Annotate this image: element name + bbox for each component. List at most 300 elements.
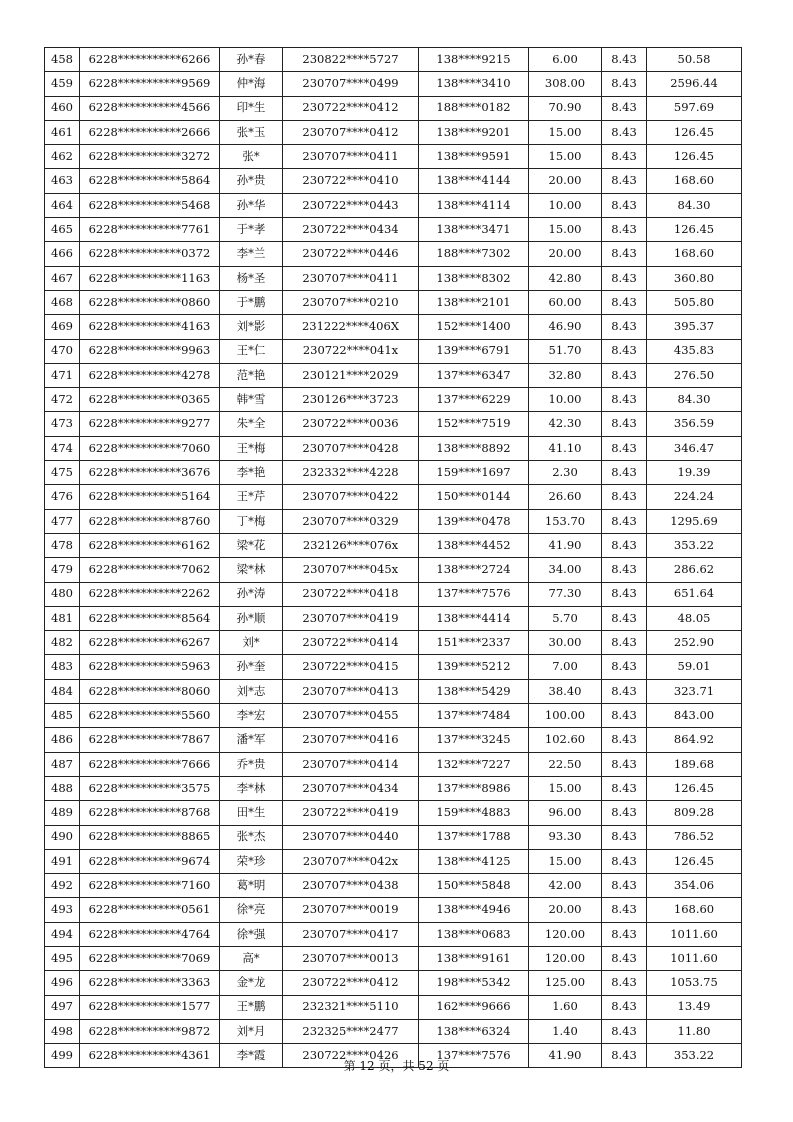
phone-number-cell: 138****2724 [419,558,529,582]
id-number-cell: 230707****0019 [283,898,419,922]
row-number-cell: 480 [45,582,80,606]
phone-number-cell: 138****8302 [419,266,529,290]
name-cell: 徐*亮 [220,898,283,922]
quantity-cell: 20.00 [529,242,602,266]
amount-cell: 354.06 [647,874,742,898]
unit-price-cell: 8.43 [602,169,647,193]
phone-number-cell: 198****5342 [419,971,529,995]
amount-cell: 353.22 [647,1044,742,1068]
unit-price-cell: 8.43 [602,946,647,970]
name-cell: 李*宏 [220,704,283,728]
id-number-cell: 230707****0414 [283,752,419,776]
id-number-cell: 230722****0418 [283,582,419,606]
table-row [45,169,742,193]
bank-card-number-cell: 6228***********3676 [80,461,220,485]
quantity-cell: 10.00 [529,388,602,412]
name-cell: 李*艳 [220,461,283,485]
row-number-cell: 476 [45,485,80,509]
phone-number-cell: 162****9666 [419,995,529,1019]
row-number-cell: 493 [45,898,80,922]
bank-card-number-cell: 6228***********1163 [80,266,220,290]
quantity-cell: 100.00 [529,704,602,728]
table-row [45,946,742,970]
row-number-cell: 462 [45,145,80,169]
unit-price-cell: 8.43 [602,96,647,120]
bank-card-number-cell: 6228***********4278 [80,363,220,387]
id-number-cell: 230707****042x [283,849,419,873]
phone-number-cell: 138****3471 [419,218,529,242]
table-row [45,96,742,120]
unit-price-cell: 8.43 [602,1019,647,1043]
table-row [45,388,742,412]
phone-number-cell: 138****4125 [419,849,529,873]
phone-number-cell: 138****9215 [419,48,529,72]
id-number-cell: 230707****0422 [283,485,419,509]
name-cell: 王*鹏 [220,995,283,1019]
phone-number-cell: 137****7484 [419,704,529,728]
id-number-cell: 230126****3723 [283,388,419,412]
amount-cell: 126.45 [647,849,742,873]
row-number-cell: 477 [45,509,80,533]
table-row [45,315,742,339]
phone-number-cell: 138****5429 [419,679,529,703]
phone-number-cell: 138****4414 [419,606,529,630]
row-number-cell: 485 [45,704,80,728]
quantity-cell: 38.40 [529,679,602,703]
bank-card-number-cell: 6228***********3272 [80,145,220,169]
table-row [45,801,742,825]
row-number-cell: 482 [45,631,80,655]
name-cell: 杨*圣 [220,266,283,290]
id-number-cell: 230722****0419 [283,801,419,825]
phone-number-cell: 159****4883 [419,801,529,825]
unit-price-cell: 8.43 [602,922,647,946]
name-cell: 孙*涛 [220,582,283,606]
unit-price-cell: 8.43 [602,825,647,849]
bank-card-number-cell: 6228***********3363 [80,971,220,995]
table-row [45,266,742,290]
bank-card-number-cell: 6228***********3575 [80,776,220,800]
id-number-cell: 230722****0446 [283,242,419,266]
amount-cell: 126.45 [647,120,742,144]
table-row [45,533,742,557]
name-cell: 乔*贵 [220,752,283,776]
bank-card-number-cell: 6228***********6267 [80,631,220,655]
bank-card-number-cell: 6228***********9277 [80,412,220,436]
unit-price-cell: 8.43 [602,266,647,290]
phone-number-cell: 138****4144 [419,169,529,193]
amount-cell: 356.59 [647,412,742,436]
phone-number-cell: 152****7519 [419,412,529,436]
row-number-cell: 487 [45,752,80,776]
id-number-cell: 232321****5110 [283,995,419,1019]
name-cell: 金*龙 [220,971,283,995]
name-cell: 仲*海 [220,72,283,96]
amount-cell: 168.60 [647,242,742,266]
amount-cell: 13.49 [647,995,742,1019]
id-number-cell: 230707****0440 [283,825,419,849]
unit-price-cell: 8.43 [602,655,647,679]
row-number-cell: 472 [45,388,80,412]
bank-card-number-cell: 6228***********7666 [80,752,220,776]
quantity-cell: 15.00 [529,145,602,169]
quantity-cell: 93.30 [529,825,602,849]
quantity-cell: 42.00 [529,874,602,898]
quantity-cell: 6.00 [529,48,602,72]
amount-cell: 353.22 [647,533,742,557]
name-cell: 徐*强 [220,922,283,946]
amount-cell: 189.68 [647,752,742,776]
phone-number-cell: 150****5848 [419,874,529,898]
phone-number-cell: 138****4452 [419,533,529,557]
bank-card-number-cell: 6228***********5560 [80,704,220,728]
unit-price-cell: 8.43 [602,704,647,728]
name-cell: 王*梅 [220,436,283,460]
unit-price-cell: 8.43 [602,606,647,630]
table-row [45,728,742,752]
quantity-cell: 5.70 [529,606,602,630]
amount-cell: 1011.60 [647,922,742,946]
bank-card-number-cell: 6228***********8060 [80,679,220,703]
amount-cell: 286.62 [647,558,742,582]
amount-cell: 126.45 [647,145,742,169]
quantity-cell: 7.00 [529,655,602,679]
name-cell: 范*艳 [220,363,283,387]
table-row [45,461,742,485]
bank-card-number-cell: 6228***********5164 [80,485,220,509]
bank-card-number-cell: 6228***********5963 [80,655,220,679]
table-row [45,849,742,873]
table-row [45,995,742,1019]
amount-cell: 1295.69 [647,509,742,533]
table-row [45,145,742,169]
quantity-cell: 10.00 [529,193,602,217]
quantity-cell: 102.60 [529,728,602,752]
unit-price-cell: 8.43 [602,509,647,533]
quantity-cell: 41.90 [529,1044,602,1068]
table-row [45,655,742,679]
table-row [45,825,742,849]
quantity-cell: 30.00 [529,631,602,655]
id-number-cell: 230707****0013 [283,946,419,970]
amount-cell: 126.45 [647,218,742,242]
name-cell: 于*鹏 [220,290,283,314]
quantity-cell: 120.00 [529,922,602,946]
unit-price-cell: 8.43 [602,290,647,314]
unit-price-cell: 8.43 [602,874,647,898]
amount-cell: 2596.44 [647,72,742,96]
id-number-cell: 230722****0412 [283,96,419,120]
amount-cell: 48.05 [647,606,742,630]
bank-card-number-cell: 6228***********8760 [80,509,220,533]
amount-cell: 126.45 [647,776,742,800]
unit-price-cell: 8.43 [602,631,647,655]
amount-cell: 597.69 [647,96,742,120]
amount-cell: 84.30 [647,388,742,412]
unit-price-cell: 8.43 [602,120,647,144]
phone-number-cell: 137****7576 [419,1044,529,1068]
table-row [45,631,742,655]
bank-card-number-cell: 6228***********9872 [80,1019,220,1043]
phone-number-cell: 139****0478 [419,509,529,533]
name-cell: 于*孝 [220,218,283,242]
quantity-cell: 41.10 [529,436,602,460]
bank-card-number-cell: 6228***********6162 [80,533,220,557]
bank-card-number-cell: 6228***********0561 [80,898,220,922]
unit-price-cell: 8.43 [602,145,647,169]
quantity-cell: 26.60 [529,485,602,509]
phone-number-cell: 151****2337 [419,631,529,655]
id-number-cell: 230707****0416 [283,728,419,752]
bank-card-number-cell: 6228***********6266 [80,48,220,72]
quantity-cell: 42.30 [529,412,602,436]
unit-price-cell: 8.43 [602,218,647,242]
bank-card-number-cell: 6228***********1577 [80,995,220,1019]
id-number-cell: 230722****0426 [283,1044,419,1068]
row-number-cell: 495 [45,946,80,970]
table-row [45,363,742,387]
phone-number-cell: 138****8892 [419,436,529,460]
row-number-cell: 470 [45,339,80,363]
row-number-cell: 496 [45,971,80,995]
phone-number-cell: 138****3410 [419,72,529,96]
bank-card-number-cell: 6228***********9963 [80,339,220,363]
quantity-cell: 46.90 [529,315,602,339]
quantity-cell: 125.00 [529,971,602,995]
row-number-cell: 486 [45,728,80,752]
id-number-cell: 230707****0417 [283,922,419,946]
bank-card-number-cell: 6228***********8865 [80,825,220,849]
bank-card-number-cell: 6228***********7761 [80,218,220,242]
name-cell: 李*兰 [220,242,283,266]
id-number-cell: 230722****0410 [283,169,419,193]
unit-price-cell: 8.43 [602,971,647,995]
bank-card-number-cell: 6228***********4163 [80,315,220,339]
phone-number-cell: 138****9161 [419,946,529,970]
unit-price-cell: 8.43 [602,558,647,582]
id-number-cell: 230707****0499 [283,72,419,96]
amount-cell: 168.60 [647,169,742,193]
row-number-cell: 464 [45,193,80,217]
row-number-cell: 499 [45,1044,80,1068]
page-footer: 第 12 页，共 52 页 [343,1059,450,1073]
table-row [45,874,742,898]
table-row [45,704,742,728]
row-number-cell: 492 [45,874,80,898]
bank-card-number-cell: 6228***********7069 [80,946,220,970]
amount-cell: 252.90 [647,631,742,655]
quantity-cell: 32.80 [529,363,602,387]
row-number-cell: 491 [45,849,80,873]
amount-cell: 346.47 [647,436,742,460]
phone-number-cell: 138****9201 [419,120,529,144]
phone-number-cell: 137****8986 [419,776,529,800]
quantity-cell: 2.30 [529,461,602,485]
phone-number-cell: 138****6324 [419,1019,529,1043]
phone-number-cell: 137****1788 [419,825,529,849]
amount-cell: 864.92 [647,728,742,752]
bank-card-number-cell: 6228***********9569 [80,72,220,96]
quantity-cell: 20.00 [529,898,602,922]
quantity-cell: 34.00 [529,558,602,582]
phone-number-cell: 138****9591 [419,145,529,169]
quantity-cell: 42.80 [529,266,602,290]
bank-card-number-cell: 6228***********0860 [80,290,220,314]
unit-price-cell: 8.43 [602,776,647,800]
table-row [45,193,742,217]
phone-number-cell: 139****5212 [419,655,529,679]
quantity-cell: 15.00 [529,218,602,242]
id-number-cell: 230707****0329 [283,509,419,533]
unit-price-cell: 8.43 [602,898,647,922]
table-row [45,922,742,946]
table-row [45,971,742,995]
bank-card-number-cell: 6228***********0372 [80,242,220,266]
unit-price-cell: 8.43 [602,533,647,557]
name-cell: 李*霞 [220,1044,283,1068]
name-cell: 刘* [220,631,283,655]
unit-price-cell: 8.43 [602,461,647,485]
bank-card-number-cell: 6228***********8564 [80,606,220,630]
id-number-cell: 230722****0414 [283,631,419,655]
row-number-cell: 488 [45,776,80,800]
name-cell: 朱*全 [220,412,283,436]
amount-cell: 224.24 [647,485,742,509]
name-cell: 王*芹 [220,485,283,509]
row-number-cell: 458 [45,48,80,72]
bank-card-number-cell: 6228***********0365 [80,388,220,412]
id-number-cell: 230707****0210 [283,290,419,314]
amount-cell: 1053.75 [647,971,742,995]
quantity-cell: 308.00 [529,72,602,96]
id-number-cell: 230121****2029 [283,363,419,387]
name-cell: 田*生 [220,801,283,825]
amount-cell: 435.83 [647,339,742,363]
name-cell: 荣*珍 [220,849,283,873]
id-number-cell: 232332****4228 [283,461,419,485]
row-number-cell: 494 [45,922,80,946]
unit-price-cell: 8.43 [602,849,647,873]
unit-price-cell: 8.43 [602,1044,647,1068]
table-row [45,485,742,509]
phone-number-cell: 150****0144 [419,485,529,509]
unit-price-cell: 8.43 [602,48,647,72]
quantity-cell: 120.00 [529,946,602,970]
name-cell: 孙*贵 [220,169,283,193]
table-row [45,679,742,703]
unit-price-cell: 8.43 [602,995,647,1019]
unit-price-cell: 8.43 [602,436,647,460]
quantity-cell: 96.00 [529,801,602,825]
name-cell: 葛*明 [220,874,283,898]
table-row [45,558,742,582]
id-number-cell: 230722****0036 [283,412,419,436]
id-number-cell: 230722****041x [283,339,419,363]
phone-number-cell: 137****6229 [419,388,529,412]
id-number-cell: 231222****406X [283,315,419,339]
bank-card-number-cell: 6228***********8768 [80,801,220,825]
name-cell: 王*仁 [220,339,283,363]
row-number-cell: 466 [45,242,80,266]
name-cell: 梁*花 [220,533,283,557]
unit-price-cell: 8.43 [602,242,647,266]
amount-cell: 50.58 [647,48,742,72]
name-cell: 李*林 [220,776,283,800]
table-row [45,752,742,776]
unit-price-cell: 8.43 [602,582,647,606]
unit-price-cell: 8.43 [602,752,647,776]
amount-cell: 505.80 [647,290,742,314]
unit-price-cell: 8.43 [602,339,647,363]
unit-price-cell: 8.43 [602,315,647,339]
unit-price-cell: 8.43 [602,728,647,752]
phone-number-cell: 139****6791 [419,339,529,363]
bank-card-number-cell: 6228***********4764 [80,922,220,946]
row-number-cell: 469 [45,315,80,339]
table-row [45,242,742,266]
name-cell: 孙*顺 [220,606,283,630]
phone-number-cell: 137****6347 [419,363,529,387]
name-cell: 刘*志 [220,679,283,703]
quantity-cell: 153.70 [529,509,602,533]
amount-cell: 843.00 [647,704,742,728]
name-cell: 梁*林 [220,558,283,582]
id-number-cell: 230722****0412 [283,971,419,995]
table-row [45,582,742,606]
phone-number-cell: 159****1697 [419,461,529,485]
unit-price-cell: 8.43 [602,388,647,412]
bank-card-number-cell: 6228***********7060 [80,436,220,460]
row-number-cell: 460 [45,96,80,120]
amount-cell: 323.71 [647,679,742,703]
table-row [45,412,742,436]
table-row [45,120,742,144]
phone-number-cell: 137****3245 [419,728,529,752]
unit-price-cell: 8.43 [602,679,647,703]
id-number-cell: 230722****0443 [283,193,419,217]
row-number-cell: 471 [45,363,80,387]
row-number-cell: 479 [45,558,80,582]
quantity-cell: 41.90 [529,533,602,557]
id-number-cell: 230722****0434 [283,218,419,242]
phone-number-cell: 137****7576 [419,582,529,606]
id-number-cell: 232126****076x [283,533,419,557]
row-number-cell: 474 [45,436,80,460]
table-row [45,606,742,630]
data-table [44,47,742,1068]
quantity-cell: 15.00 [529,776,602,800]
id-number-cell: 230822****5727 [283,48,419,72]
table-row [45,290,742,314]
amount-cell: 84.30 [647,193,742,217]
unit-price-cell: 8.43 [602,485,647,509]
amount-cell: 168.60 [647,898,742,922]
bank-card-number-cell: 6228***********2262 [80,582,220,606]
amount-cell: 360.80 [647,266,742,290]
amount-cell: 395.37 [647,315,742,339]
phone-number-cell: 138****4114 [419,193,529,217]
name-cell: 孙*春 [220,48,283,72]
bank-card-number-cell: 6228***********5468 [80,193,220,217]
table-row [45,218,742,242]
amount-cell: 19.39 [647,461,742,485]
id-number-cell: 230707****0412 [283,120,419,144]
row-number-cell: 463 [45,169,80,193]
table-body [45,48,742,1068]
phone-number-cell: 152****1400 [419,315,529,339]
name-cell: 张* [220,145,283,169]
amount-cell: 11.80 [647,1019,742,1043]
